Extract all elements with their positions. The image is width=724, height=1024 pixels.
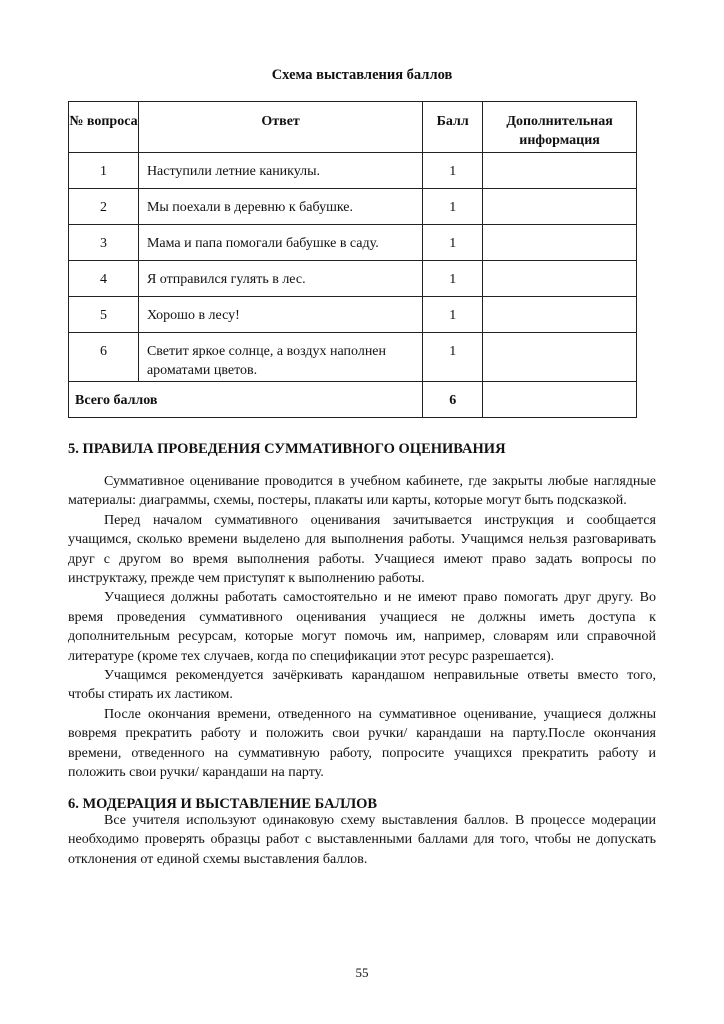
table-row bbox=[69, 333, 637, 382]
table-row bbox=[69, 189, 637, 225]
answer-cell: Наступили летние каникулы. bbox=[138, 153, 422, 189]
points-cell: 1 bbox=[423, 153, 483, 189]
header-answer: Ответ bbox=[138, 102, 422, 153]
table-row bbox=[69, 153, 637, 189]
paragraph: Учащимся рекомендуется зачёркивать карандашом неправильные ответы вместо того, чтобы стирать их ластиком. bbox=[68, 668, 656, 703]
answer-cell: Я отправился гулять в лес. bbox=[138, 261, 422, 297]
extra-info-cell bbox=[483, 333, 637, 382]
section-5-body bbox=[68, 472, 656, 783]
header-question-number: № вопроса bbox=[69, 102, 139, 153]
points-cell: 1 bbox=[423, 297, 483, 333]
paragraph: Все учителя используют одинаковую схему выставления баллов. В процессе модерации необходимо проверять образцы работ с выставленными баллами для того, чтобы не допускать отклонения от единой схемы выставления баллов. bbox=[68, 813, 656, 867]
answer-cell: Светит яркое солнце, а воздух наполнен ароматами цветов. bbox=[138, 333, 422, 382]
paragraph: Учащиеся должны работать самостоятельно и не имеют право помогать друг другу. Во время проведения суммативного оценивания учащиеся не должны иметь доступа к дополнительным ресурсам, которые могут помочь им, например, словарям или справочной литературе (кроме тех случаев, когда по спецификации этот ресурс разрешается). bbox=[68, 590, 656, 664]
extra-info-cell bbox=[483, 153, 637, 189]
points-cell: 1 bbox=[423, 225, 483, 261]
table-title: Схема выставления баллов bbox=[271, 67, 453, 83]
table-row bbox=[69, 297, 637, 333]
points-cell: 1 bbox=[423, 189, 483, 225]
table-header-row bbox=[69, 102, 637, 153]
paragraph: После окончания времени, отведенного на суммативное оценивание, учащиеся должны вовремя прекратить работу и положить свои ручки/ карандаши на парту.После окончания времени, отведенного на суммативную работу, попросите учащихся прекратить работу и положить свои ручки/ карандаши на парту. bbox=[68, 706, 656, 781]
section-6-body bbox=[68, 811, 656, 869]
section-6-heading: 6. МОДЕРАЦИЯ И ВЫСТАВЛЕНИЕ БАЛЛОВ bbox=[68, 796, 378, 812]
question-number: 6 bbox=[69, 333, 139, 382]
header-extra-info: Дополнительная информация bbox=[483, 102, 637, 153]
paragraph: Перед началом суммативного оценивания зачитывается инструкция и сообщается учащимся, сколько времени выделено для выполнения работы. Учащимся нельзя разговаривать друг с другом во время выполнения работы. Учащиеся имеют право задать вопросы по инструктажу, прежде чем приступят к выполнению работы. bbox=[68, 512, 656, 587]
scoring-table bbox=[68, 101, 637, 418]
extra-info-cell bbox=[483, 225, 637, 261]
total-points: 6 bbox=[423, 382, 483, 418]
question-number: 4 bbox=[69, 261, 139, 297]
header-points: Балл bbox=[423, 102, 483, 153]
answer-cell: Мы поехали в деревню к бабушке. bbox=[138, 189, 422, 225]
paragraph: Суммативное оценивание проводится в учебном кабинете, где закрыты любые наглядные материалы: диаграммы, схемы, постеры, плакаты или карты, которые могут быть подсказкой. bbox=[68, 474, 656, 509]
extra-info-cell bbox=[483, 189, 637, 225]
question-number: 3 bbox=[69, 225, 139, 261]
extra-info-cell bbox=[483, 261, 637, 297]
table-row bbox=[69, 261, 637, 297]
total-label: Всего баллов bbox=[69, 382, 423, 418]
question-number: 5 bbox=[69, 297, 139, 333]
question-number: 1 bbox=[69, 153, 139, 189]
answer-cell: Мама и папа помогали бабушке в саду. bbox=[138, 225, 422, 261]
answer-cell: Хорошо в лесу! bbox=[138, 297, 422, 333]
question-number: 2 bbox=[69, 189, 139, 225]
section-5-heading: 5. ПРАВИЛА ПРОВЕДЕНИЯ СУММАТИВНОГО ОЦЕНИВАНИЯ bbox=[68, 441, 506, 457]
page-number: 55 bbox=[355, 965, 369, 980]
points-cell: 1 bbox=[423, 261, 483, 297]
total-row bbox=[69, 382, 637, 418]
points-cell: 1 bbox=[423, 333, 483, 382]
extra-info-cell bbox=[483, 297, 637, 333]
table-row bbox=[69, 225, 637, 261]
total-extra-cell bbox=[483, 382, 637, 418]
